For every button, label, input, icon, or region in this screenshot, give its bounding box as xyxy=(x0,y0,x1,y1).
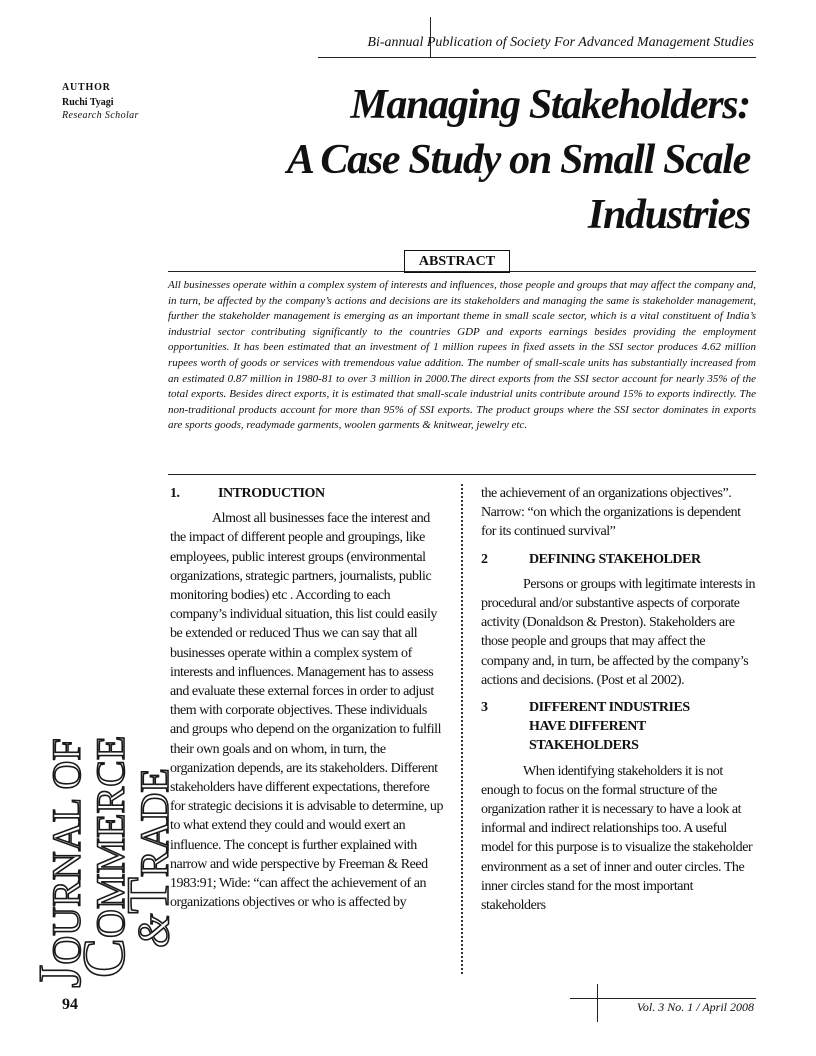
page-number: 94 xyxy=(62,996,78,1013)
logo-line-commerce: COMMERCE xyxy=(71,735,137,978)
section-title: INTRODUCTION xyxy=(218,486,325,501)
title-line: Managing Stakeholders: xyxy=(350,82,750,128)
abstract-bottom-rule xyxy=(168,474,756,475)
author-name: Ruchi Tyagi xyxy=(62,97,114,108)
column-divider xyxy=(461,484,463,974)
logo-line-trade: &TRADE xyxy=(115,768,181,948)
body-paragraph: When identifying stakeholders it is not enough to focus on the formal structure of the organization rather it is necessary to have a look at informal and indirect relationships too. A useful model for this purpose is to visualize the stakeholder environment as a set of inner and outer circles. The inner circles stand for the most important stakeholders xyxy=(481,763,753,914)
right-column xyxy=(481,484,756,915)
body-paragraph: Persons or groups with legitimate interests in procedural and/or substantive aspects of corporate activity (Donaldson & Preston). Stakeholders are those people and groups that may affect the company and, in turn, be affected by the company’s actions and decisions. (Post et al 2002). xyxy=(481,576,756,688)
left-column xyxy=(170,484,445,912)
footer-divider-tick xyxy=(597,984,598,1022)
abstract-text: All businesses operate within a complex system of interests and influences, those people and groups that may affect the company and, in turn, be affected by the company’s actions and decisions are its stakeholders and managing the same is stakeholder management, further the stakeholder management is emerging as an important theme in small scale sector, which is a vital constituent of India’s industrial sector contributing significantly to the countries GDP and exports earnings besides providing the employment opportunities. It has been estimated that an investment of 1 million rupees in fixed assets in the SSI sector produces 4.62 million rupees worth of goods or services with tremendous value addition. The number of small-scale units has substantially increased from an estimated 0.87 million in 1980-81 to over 3 million in 2000.The direct exports from the SSI sector account for nearly 35% of the total exports. Besides direct exports, it is estimated that small-scale industrial units contribute around 15% to exports indirectly. The non-traditional products account for more than 95% of SSI exports. The product groups where the SSI sector dominates in exports are sports goods, readymade garments, woolen garments & knitwear, jewelry etc. xyxy=(168,279,756,432)
section-number: 3 xyxy=(481,700,488,716)
title-line: A Case Study on Small Scale xyxy=(286,137,750,184)
body-paragraph: the achievement of an organizations objectives”. Narrow: “on which the organizations is dependent for its continued survival” xyxy=(481,486,741,540)
issue-info: Vol. 3 No. 1 / April 2008 xyxy=(636,1000,754,1014)
title-line: Industries xyxy=(587,192,750,239)
abstract-heading: ABSTRACT xyxy=(404,250,510,273)
section-heading xyxy=(170,484,445,503)
section-title: DIFFERENT INDUSTRIES HAVE DIFFERENT STAKEHOLDERS xyxy=(529,700,690,754)
header-rule xyxy=(318,57,756,58)
footer-rule xyxy=(570,998,756,999)
body-paragraph: Almost all businesses face the interest and the impact of different people and groupings, like employees, public interest groups (environmental organizations, strategic partners, journalists, public monitoring bodies) etc . According to each company’s individual situation, this list could easily be extended or reduced Thus we can say that all businesses operate within a complex system of interests and influences. Management has to assess and evaluate these external forces in order to adjust them with corporate objectives. These individuals and groups who depend on the organization to fulfill their own goals and on whom, in turn, the organization depends, are its stakeholders. Different stakeholders have different expectations, therefore for strategic decisions it is advisable to determine, up to what extend they could and would exert an influence. The concept is further explained with narrow and wide perspective by Freeman & Reed 1983:91; Wide: “can affect the achievement of an organizations objectives or who is affected by xyxy=(170,511,443,911)
section-number: 1. xyxy=(170,486,180,501)
author-label: AUTHOR xyxy=(62,82,111,93)
author-block xyxy=(62,82,172,121)
section-title: DEFINING STAKEHOLDER xyxy=(529,551,701,567)
publication-line: Bi-annual Publication of Society For Advanced Management Studies xyxy=(367,35,754,50)
article-title xyxy=(190,78,750,243)
section-heading xyxy=(481,550,756,569)
author-role: Research Scholar xyxy=(62,110,139,121)
logo-line-journal: JOURNAL OF xyxy=(27,738,93,988)
section-heading xyxy=(481,698,756,756)
section-number: 2 xyxy=(481,551,488,567)
